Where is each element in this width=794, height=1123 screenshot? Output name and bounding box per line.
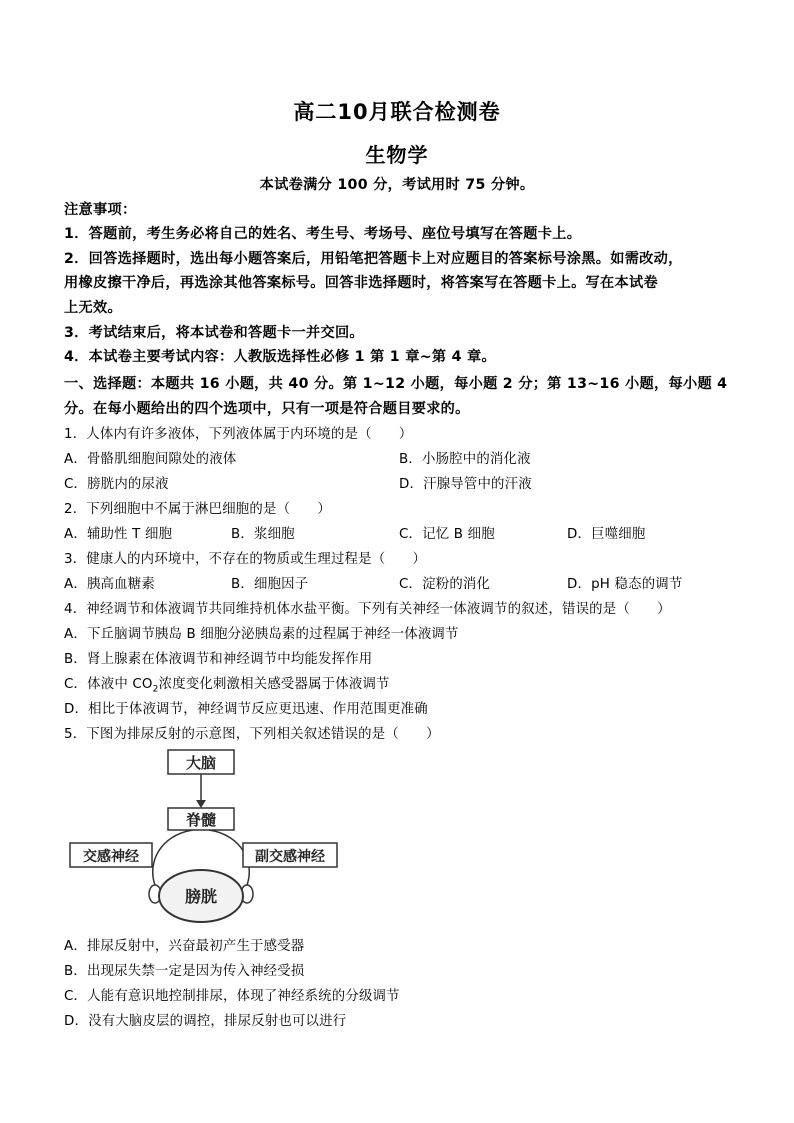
question-4-option-a: A．下丘脑调节胰岛 B 细胞分泌胰岛素的过程属于神经一体液调节 xyxy=(64,627,459,642)
exam-info: 本试卷满分 100 分，考试用时 75 分钟。 xyxy=(259,177,535,193)
question-3-option-c: C．淀粉的消化 xyxy=(399,577,491,592)
question-5-option-d: D．没有大脑皮层的调控，排尿反射也可以进行 xyxy=(64,1014,347,1029)
question-2-stem: 2．下列细胞中不属于淋巴细胞的是（ ） xyxy=(64,502,331,517)
notice-heading: 注意事项： xyxy=(64,202,137,218)
question-3-stem: 3．健康人的内环境中，不存在的物质或生理过程是（ ） xyxy=(64,552,427,567)
question-1-option-b: B．小肠腔中的消化液 xyxy=(399,452,531,467)
question-4-stem: 4．神经调节和体液调节共同维持机体水盐平衡。下列有关神经一体液调节的叙述，错误的是（ ） xyxy=(64,602,671,617)
question-4-option-c-suffix: 浓度变化刺激相关感受器属于体液调节 xyxy=(158,677,390,692)
question-5-stem: 5．下图为排尿反射的示意图，下列相关叙述错误的是（ ） xyxy=(64,727,440,742)
brain-to-spinal-arrowhead xyxy=(196,800,206,808)
notice-item-2-line-1: 2．回答选择题时，选出每小题答案后，用铅笔把答题卡上对应题目的答案标号涂黑。如需改动， xyxy=(64,251,683,267)
question-3-option-d: D．pH 稳态的调节 xyxy=(567,577,683,592)
section-heading-line-2: 分。在每小题给出的四个选项中，只有一项是符合题目要求的。 xyxy=(64,401,470,417)
question-4-option-b: B．肾上腺素在体液调节和神经调节中均能发挥作用 xyxy=(64,652,373,667)
sympathetic-label: 交感神经 xyxy=(83,849,139,865)
spinal-cord-label: 脊髓 xyxy=(185,811,217,829)
parasympathetic-label: 副交感神经 xyxy=(255,849,325,865)
exam-title: 高二10月联合检测卷 xyxy=(293,100,501,124)
question-3-option-b: B．细胞因子 xyxy=(231,577,309,592)
bladder-label: 膀胱 xyxy=(184,887,218,906)
question-1-option-c: C．膀胱内的尿液 xyxy=(64,477,169,492)
question-4-option-c xyxy=(64,673,390,695)
question-2-option-d: D．巨噬细胞 xyxy=(567,527,646,542)
subject-title: 生物学 xyxy=(365,143,429,167)
question-1-stem: 1．人体内有许多液体，下列液体属于内环境的是（ ） xyxy=(64,427,413,442)
notice-item-1: 1．答题前，考生务必将自己的姓名、考生号、考场号、座位号填写在答题卡上。 xyxy=(64,226,582,242)
question-5-option-a: A．排尿反射中，兴奋最初产生于感受器 xyxy=(64,939,305,954)
question-3-option-a: A．胰高血糖素 xyxy=(64,577,155,592)
question-2-option-a: A．辅助性 T 细胞 xyxy=(64,527,173,542)
notice-item-2-line-3: 上无效。 xyxy=(64,300,122,316)
notice-item-4: 4．本试卷主要考试内容：人教版选择性必修 1 第 1 章~第 4 章。 xyxy=(64,349,497,365)
notice-item-3: 3．考试结束后，将本试卷和答题卡一并交回。 xyxy=(64,325,364,341)
micturition-reflex-diagram xyxy=(65,745,355,930)
question-1-option-d: D．汗腺导管中的汗液 xyxy=(399,477,532,492)
question-4-option-c-prefix: C．体液中 CO xyxy=(64,677,153,692)
section-heading-line-1: 一、选择题：本题共 16 小题，共 40 分。第 1~12 小题，每小题 2 分；第 13~16 小题，每小题 4 xyxy=(64,376,728,392)
notice-item-2-line-2: 用橡皮擦干净后，再选涂其他答案标号。回答非选择题时，将答案写在答题卡上。写在本试卷 xyxy=(64,275,658,291)
question-4-option-c-subscript: 2 xyxy=(152,684,159,695)
question-5-option-c: C．人能有意识地控制排尿，体现了神经系统的分级调节 xyxy=(64,989,400,1004)
question-5-option-b: B．出现尿失禁一定是因为传入神经受损 xyxy=(64,964,305,979)
question-1-option-a: A．骨骼肌细胞间隙处的液体 xyxy=(64,452,237,467)
question-2-option-b: B．浆细胞 xyxy=(231,527,295,542)
brain-label: 大脑 xyxy=(185,754,217,772)
question-2-option-c: C．记忆 B 细胞 xyxy=(399,527,495,542)
question-4-option-d: D．相比于体液调节，神经调节反应更迅速、作用范围更准确 xyxy=(64,702,428,717)
